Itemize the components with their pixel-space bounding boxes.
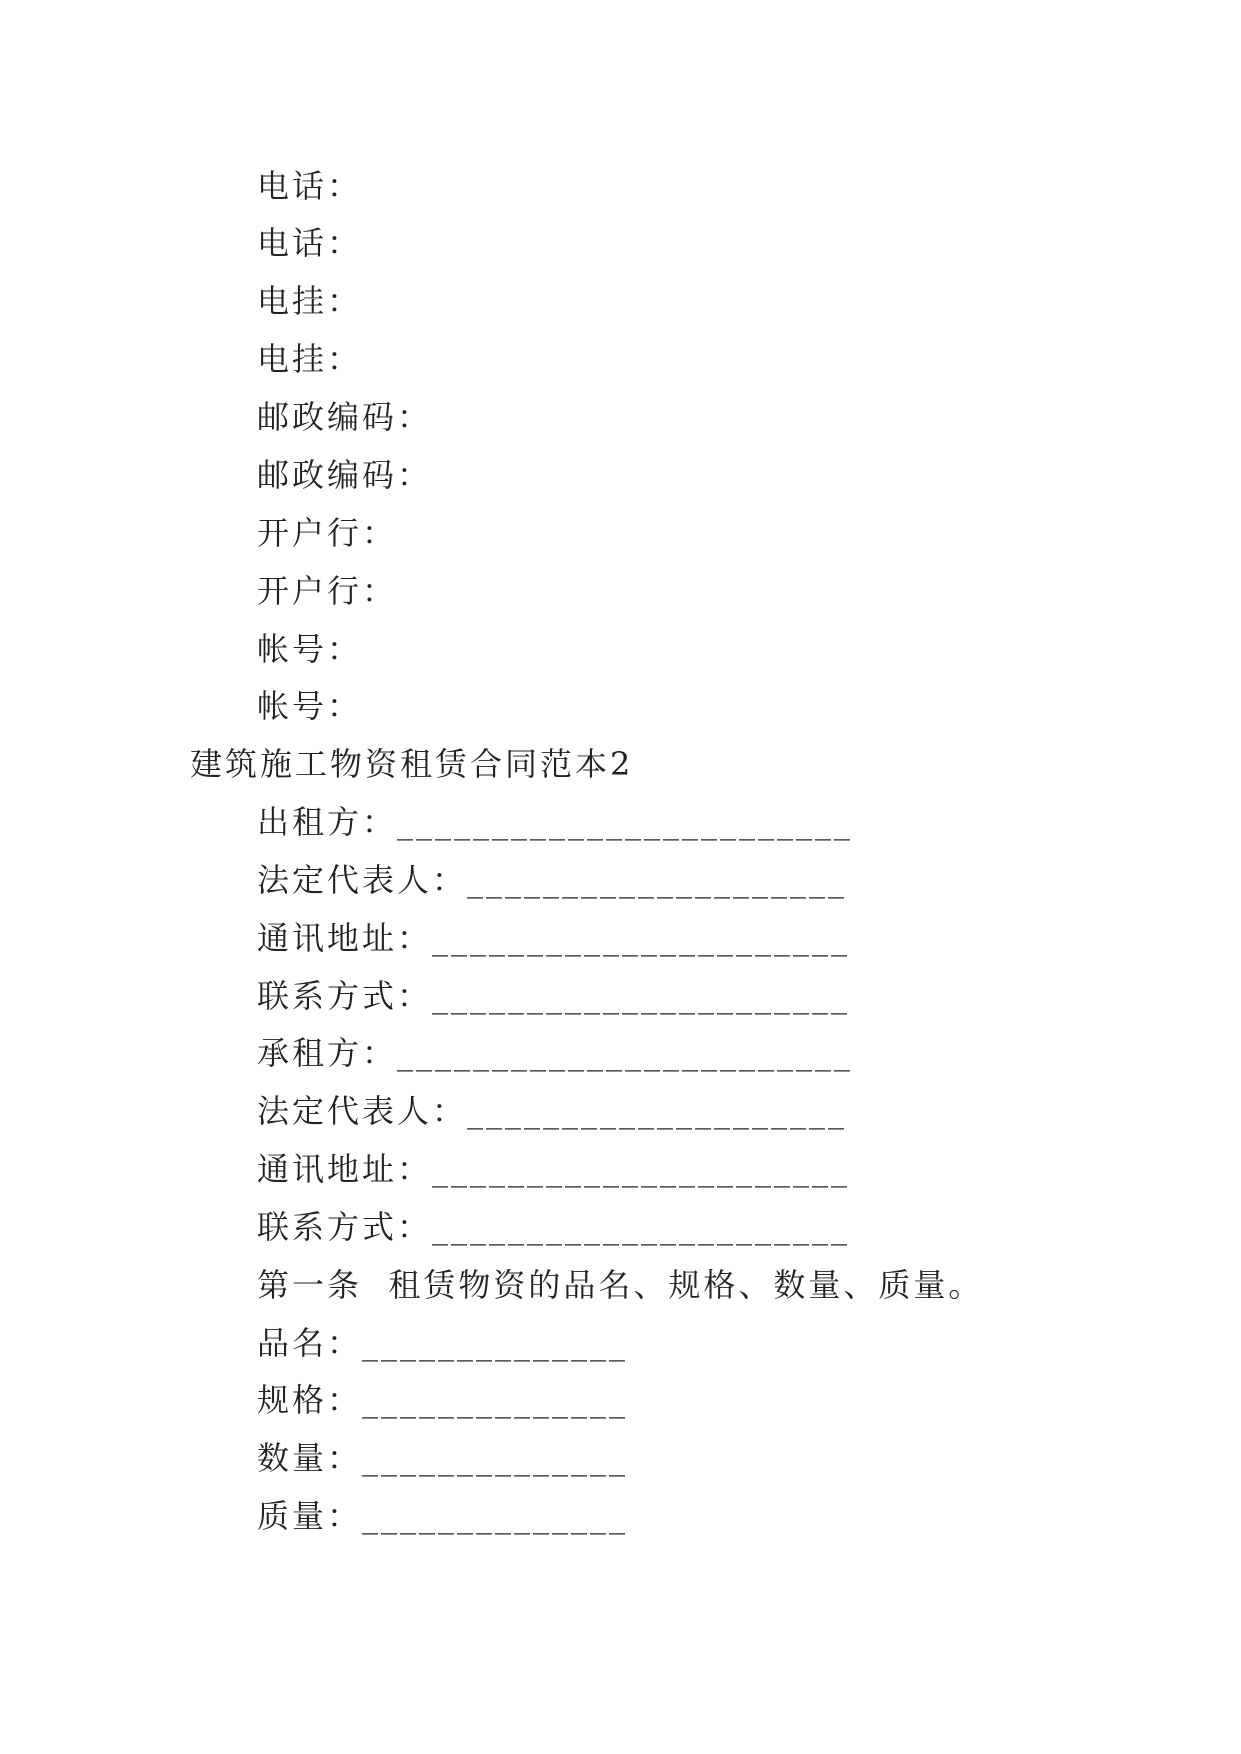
item-quantity-line: 数量：______________ [257, 1439, 629, 1477]
lessor-line: 出租方：________________________ [257, 803, 854, 841]
address-line: 通讯地址：______________________ [257, 919, 851, 957]
item-spec-line: 规格：______________ [257, 1381, 629, 1419]
phone-line: 电话： [257, 224, 363, 262]
lessee-line: 承租方：________________________ [257, 1034, 854, 1072]
legal-representative-line: 法定代表人：____________________ [257, 861, 848, 899]
account-line: 帐号： [257, 687, 363, 725]
item-name-line: 品名：______________ [257, 1324, 629, 1362]
telegraph-line: 电挂： [257, 340, 363, 378]
address-line: 通讯地址：______________________ [257, 1150, 851, 1188]
contact-line: 联系方式：______________________ [257, 1208, 851, 1246]
document-title: 建筑施工物资租赁合同范本2 [190, 745, 634, 783]
account-line: 帐号： [257, 630, 363, 668]
bank-line: 开户行： [257, 514, 398, 552]
phone-line: 电话： [257, 167, 363, 205]
postal-code-line: 邮政编码： [257, 456, 433, 494]
bank-line: 开户行： [257, 572, 398, 610]
telegraph-line: 电挂： [257, 282, 363, 320]
postal-code-line: 邮政编码： [257, 398, 433, 436]
item-quality-line: 质量：______________ [257, 1497, 629, 1535]
legal-representative-line: 法定代表人：____________________ [257, 1092, 848, 1130]
article-heading: 第一条 租赁物资的品名、规格、数量、质量。 [257, 1266, 984, 1304]
contact-line: 联系方式：______________________ [257, 977, 851, 1015]
